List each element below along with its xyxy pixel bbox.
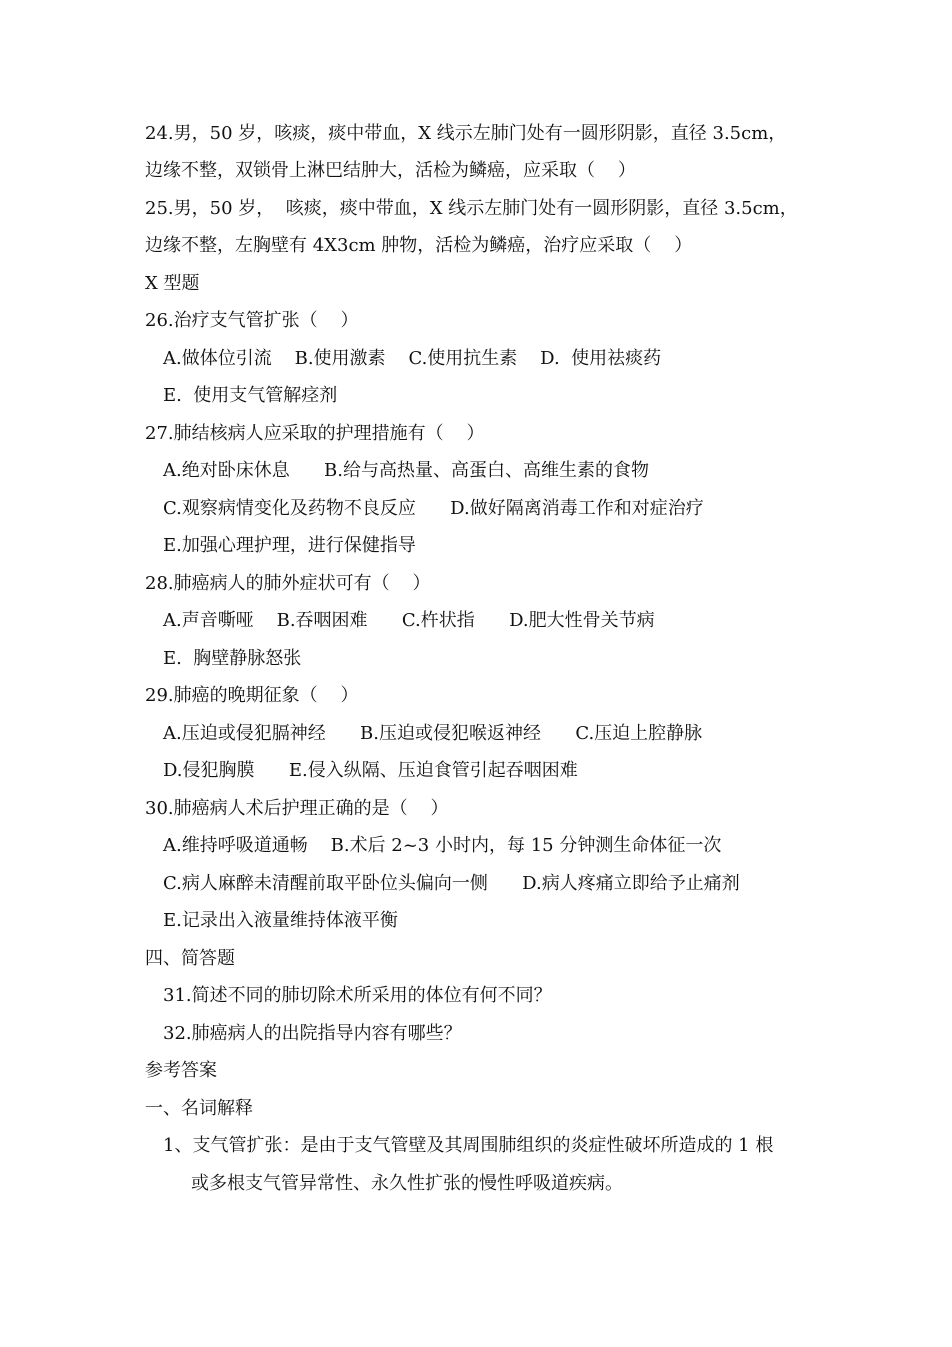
question-30-options-3: E.记录出入液量维持体液平衡 [163,910,398,931]
question-25-line-2: 边缘不整，左胸壁有 4X3cm 肿物，活检为鳞癌，治疗应采取（ ） [145,235,693,256]
answer-1-line-1: 1、支气管扩张：是由于支气管壁及其周围肺组织的炎症性破坏所造成的 1 根 [163,1135,774,1156]
section-terms-heading: 一、名词解释 [145,1098,253,1119]
answer-key-heading: 参考答案 [145,1060,217,1081]
question-24-line-2: 边缘不整，双锁骨上淋巴结肿大，活检为鳞癌，应采取（ ） [145,160,636,181]
question-26-options-1: A.做体位引流 B.使用激素 C.使用抗生素 D. 使用祛痰药 [163,348,662,369]
question-27-options-1: A.绝对卧床休息 B.给与高热量、高蛋白、高维生素的食物 [163,460,649,481]
answer-1-line-2: 或多根支气管异常性、永久性扩张的慢性呼吸道疾病。 [191,1173,623,1194]
question-29-options-1: A.压迫或侵犯膈神经 B.压迫或侵犯喉返神经 C.压迫上腔静脉 [163,723,703,744]
question-32: 32.肺癌病人的出院指导内容有哪些？ [163,1023,462,1044]
question-24-line-1: 24.男，50 岁，咳痰，痰中带血，X 线示左肺门处有一圆形阴影，直径 3.5cm， [145,123,787,144]
question-29: 29.肺癌的晚期征象（ ） [145,685,359,706]
section-x-heading: X 型题 [145,273,200,294]
question-30-options-2: C.病人麻醉未清醒前取平卧位头偏向一侧 D.病人疼痛立即给予止痛剂 [163,873,740,894]
question-31: 31.简述不同的肺切除术所采用的体位有何不同？ [163,985,552,1006]
question-26-options-2: E. 使用支气管解痉剂 [163,385,338,406]
question-28-options-2: E. 胸壁静脉怒张 [163,648,302,669]
question-30-options-1: A.维持呼吸道通畅 B.术后 2~3 小时内，每 15 分钟测生命体征一次 [163,835,722,856]
question-25-line-1: 25.男，50 岁， 咳痰，痰中带血，X 线示左肺门处有一圆形阴影，直径 3.5cm， [145,198,798,219]
question-27-options-2: C.观察病情变化及药物不良反应 D.做好隔离消毒工作和对症治疗 [163,498,704,519]
question-29-options-2: D.侵犯胸膜 E.侵入纵隔、压迫食管引起吞咽困难 [163,760,578,781]
question-27-options-3: E.加强心理护理，进行保健指导 [163,535,416,556]
question-27: 27.肺结核病人应采取的护理措施有（ ） [145,423,485,444]
question-26: 26.治疗支气管扩张（ ） [145,310,359,331]
question-28: 28.肺癌病人的肺外症状可有（ ） [145,573,431,594]
question-30: 30.肺癌病人术后护理正确的是（ ） [145,798,449,819]
section-short-answer-heading: 四、简答题 [145,948,235,969]
question-28-options-1: A.声音嘶哑 B.吞咽困难 C.杵状指 D.肥大性骨关节病 [163,610,655,631]
